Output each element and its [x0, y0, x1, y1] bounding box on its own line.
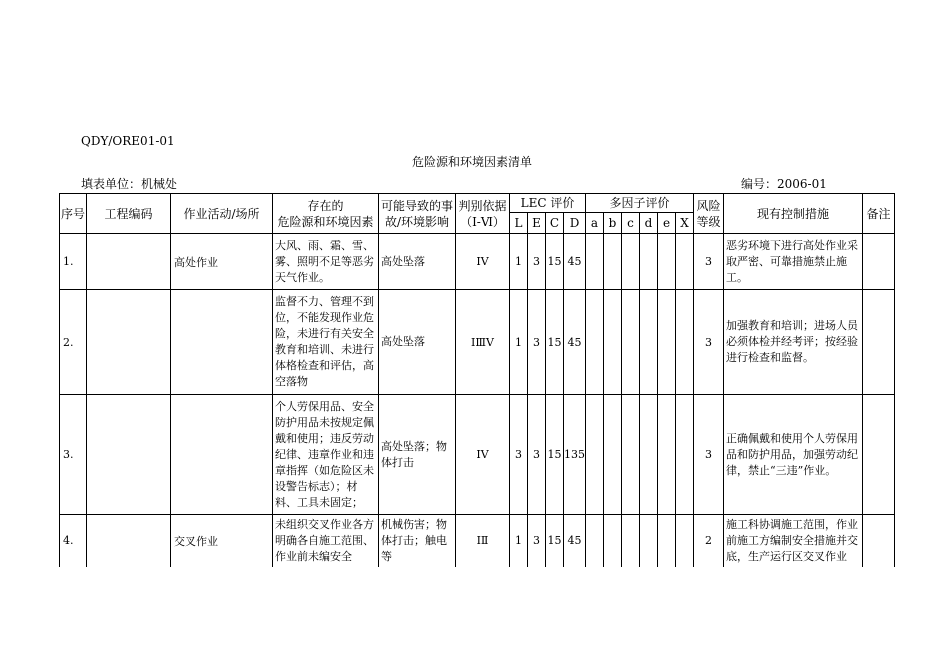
row-c-factor [622, 515, 640, 567]
header-seq: 序号 [60, 194, 87, 234]
row-hazard: 个人劳保用品、安全防护用品未按规定佩戴和使用；违反劳动纪律、违章作业和违章指挥（如危险区未设警告标志）；材料、工具未固定； [273, 395, 379, 515]
row-e-factor [658, 395, 676, 515]
filling-unit: 填表单位：机械处 [81, 177, 178, 191]
row-d: 135 [564, 395, 586, 515]
row-basis: ⅠⅤ [456, 234, 510, 290]
header-lec: LEC 评价 [510, 194, 586, 213]
row-b [604, 290, 622, 395]
row-a [586, 395, 604, 515]
row-seq: 3. [60, 395, 87, 515]
row-c: 15 [546, 290, 564, 395]
row-control: 恶劣环境下进行高处作业采取严密、可靠措施禁止施工。 [724, 234, 863, 290]
row-x [676, 290, 694, 395]
row-l: 1 [510, 234, 528, 290]
header-multi-b: b [604, 213, 622, 234]
row-d-factor [640, 234, 658, 290]
row-control: 加强教育和培训；进场人员必须体检并经考评；按经验进行检查和监督。 [724, 290, 863, 395]
row-l: 3 [510, 395, 528, 515]
row-c: 15 [546, 515, 564, 567]
row-c: 15 [546, 395, 564, 515]
header-risk-line2: 等级 [696, 214, 721, 229]
row-control: 施工科协调施工范围，作业前施工方编制安全措施并交底，生产运行区交叉作业 [724, 515, 863, 567]
row-risk: 3 [694, 290, 724, 395]
row-x [676, 234, 694, 290]
header-accident-line1: 可能导致的事 [380, 198, 453, 213]
row-accident: 高处坠落 [379, 234, 456, 290]
header-multi-e: e [658, 213, 676, 234]
header-lec-c: C [546, 213, 564, 234]
header-hazard-line1: 存在的 [307, 198, 344, 213]
table-row [60, 395, 895, 515]
row-seq: 4. [60, 515, 87, 567]
row-d-factor [640, 515, 658, 567]
row-basis: ⅠⅢⅤ [456, 290, 510, 395]
row-b [604, 234, 622, 290]
row-a [586, 290, 604, 395]
row-e-factor [658, 234, 676, 290]
row-d: 45 [564, 290, 586, 395]
header-multi-x: X [676, 213, 694, 234]
header-control: 现有控制措施 [724, 194, 863, 234]
header-basis-line1: 判别依据 [458, 198, 507, 213]
row-a [586, 234, 604, 290]
row-hazard: 监督不力、管理不到位，不能发现作业危险，未进行有关安全教育和培训、未进行体格检查和评估，高空落物 [273, 290, 379, 395]
header-risk-line1: 风险 [696, 198, 721, 213]
row-activity [171, 290, 273, 395]
row-b [604, 395, 622, 515]
row-code [87, 234, 171, 290]
row-c-factor [622, 395, 640, 515]
row-hazard: 未组织交叉作业各方明确各自施工范围、作业前未编安全 [273, 515, 379, 567]
header-remark: 备注 [863, 194, 895, 234]
document-title: 危险源和环境因素清单 [412, 155, 533, 169]
header-multi-d: d [640, 213, 658, 234]
row-d: 45 [564, 515, 586, 567]
row-d-factor [640, 290, 658, 395]
row-remark [863, 290, 895, 395]
row-basis: ⅠⅡ [456, 515, 510, 567]
row-hazard: 大风、雨、霜、雪、雾、照明不足等恶劣天气作业。 [273, 234, 379, 290]
row-activity [171, 395, 273, 515]
header-lec-d: D [564, 213, 586, 234]
row-accident: 高处坠落 [379, 290, 456, 395]
table-row [60, 234, 895, 290]
row-activity: 高处作业 [171, 234, 273, 290]
header-multi-factor: 多因子评价 [586, 194, 694, 213]
row-x [676, 395, 694, 515]
row-d: 45 [564, 234, 586, 290]
row-b [604, 515, 622, 567]
row-activity: 交叉作业 [171, 515, 273, 567]
header-hazard [273, 194, 379, 234]
row-c-factor [622, 234, 640, 290]
row-risk: 3 [694, 234, 724, 290]
hazard-list-table [59, 193, 895, 567]
row-e: 3 [528, 395, 546, 515]
row-e-factor [658, 290, 676, 395]
row-code [87, 290, 171, 395]
row-risk: 2 [694, 515, 724, 567]
row-remark [863, 515, 895, 567]
document-number: 编号：2006-01 [741, 177, 827, 191]
row-d-factor [640, 395, 658, 515]
document-code: QDY/ORE01-01 [81, 134, 175, 148]
header-project-code: 工程编码 [87, 194, 171, 234]
header-hazard-line2: 危险源和环境因素 [277, 214, 374, 229]
row-code [87, 515, 171, 567]
row-seq: 1. [60, 234, 87, 290]
table-row [60, 515, 895, 567]
row-e: 3 [528, 290, 546, 395]
row-e: 3 [528, 234, 546, 290]
header-row-1 [60, 194, 895, 213]
header-activity: 作业活动/场所 [171, 194, 273, 234]
row-remark [863, 234, 895, 290]
row-code [87, 395, 171, 515]
row-control: 正确佩戴和使用个人劳保用品和防护用品，加强劳动纪律，禁止“三违”作业。 [724, 395, 863, 515]
header-accident-line2: 故/环境影响 [384, 214, 450, 229]
header-risk-level [694, 194, 724, 234]
header-accident [379, 194, 456, 234]
row-x [676, 515, 694, 567]
row-accident: 高处坠落；物体打击 [379, 395, 456, 515]
row-risk: 3 [694, 395, 724, 515]
row-seq: 2. [60, 290, 87, 395]
row-remark [863, 395, 895, 515]
row-basis: ⅠⅤ [456, 395, 510, 515]
table-row [60, 290, 895, 395]
row-accident: 机械伤害；物体打击；触电等 [379, 515, 456, 567]
row-e-factor [658, 515, 676, 567]
header-lec-l: L [510, 213, 528, 234]
row-l: 1 [510, 290, 528, 395]
row-l: 1 [510, 515, 528, 567]
row-c-factor [622, 290, 640, 395]
header-multi-a: a [586, 213, 604, 234]
row-e: 3 [528, 515, 546, 567]
row-a [586, 515, 604, 567]
header-basis-line2: （Ⅰ-Ⅵ） [460, 214, 505, 229]
header-multi-c: c [622, 213, 640, 234]
header-lec-e: E [528, 213, 546, 234]
row-c: 15 [546, 234, 564, 290]
header-basis [456, 194, 510, 234]
